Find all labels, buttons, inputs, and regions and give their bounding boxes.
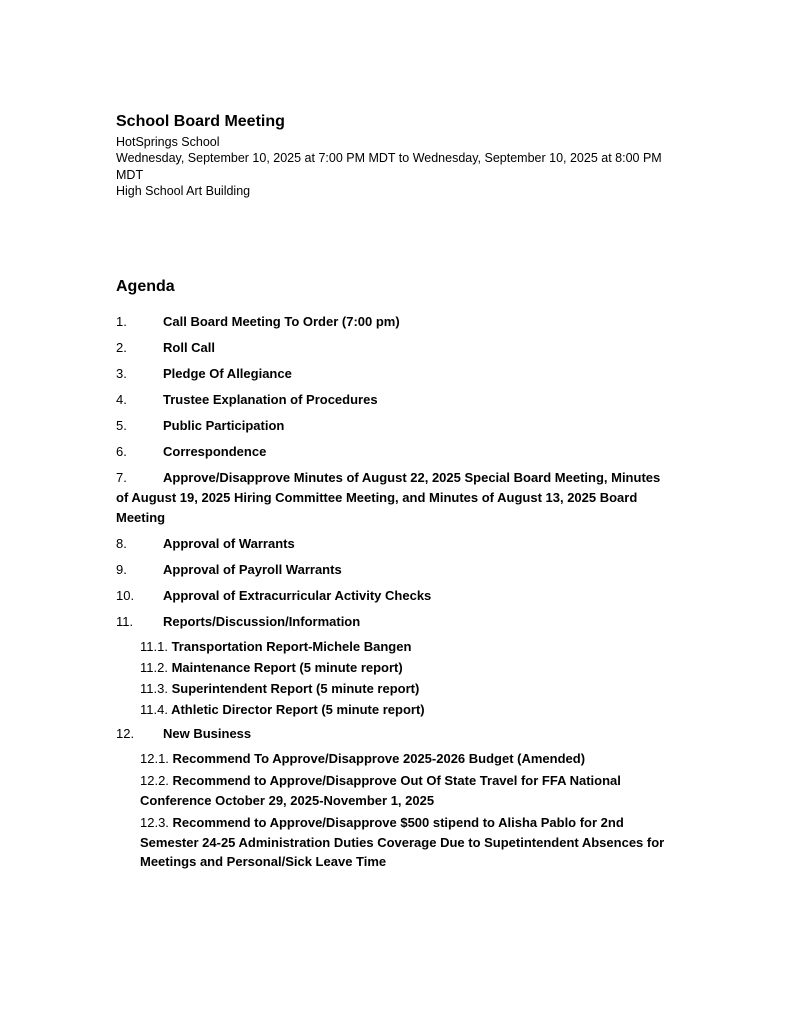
agenda-item [116, 468, 676, 528]
agenda-subitem-number: 11.2. [140, 660, 168, 676]
agenda-item-text: Trustee Explanation of Procedures [163, 392, 378, 408]
meeting-datetime: Wednesday, September 10, 2025 at 7:00 PM MDT to Wednesday, September 10, 2025 at 8:00 PM MDT [116, 151, 662, 182]
agenda-item-text: Pledge Of Allegiance [163, 366, 292, 382]
agenda-subitem-number: 11.3. [140, 681, 168, 697]
agenda-subitem [140, 749, 676, 769]
agenda-subitem-text: Recommend To Approve/Disapprove 2025-2026 Budget (Amended) [172, 750, 586, 766]
agenda-subitem-text: Transportation Report-Michele Bangen [171, 639, 412, 655]
agenda-item-text: Approval of Extracurricular Activity Checks [163, 588, 432, 604]
agenda-subitem [140, 637, 676, 657]
agenda-item-number: 10. [116, 588, 135, 604]
agenda-subitem-text: Athletic Director Report (5 minute report) [171, 702, 425, 718]
agenda-item-number: 4. [116, 392, 127, 408]
agenda-item [116, 338, 676, 358]
agenda-item-text: Approval of Payroll Warrants [163, 562, 342, 578]
agenda-item-number: 1. [116, 314, 127, 330]
agenda-item [116, 534, 676, 554]
agenda-item-number: 5. [116, 418, 127, 434]
agenda-subitem-number: 11.1. [140, 639, 168, 655]
agenda-item [116, 312, 676, 332]
agenda-item-number: 7. [116, 470, 127, 486]
agenda-subitem [140, 813, 676, 872]
agenda-subitem [140, 679, 676, 699]
agenda-item-number: 12. [116, 725, 135, 741]
agenda-item-number: 11. [116, 614, 134, 630]
agenda-item [116, 724, 676, 744]
agenda-subitem-text: Recommend to Approve/Disapprove Out Of State Travel for FFA National Conference October 29, 2025-November 1, 2025 [140, 773, 621, 808]
agenda-item [116, 390, 676, 410]
agenda-subitem-text: Maintenance Report (5 minute report) [171, 660, 403, 676]
agenda-subitem [140, 771, 676, 810]
agenda-item-number: 2. [116, 340, 127, 356]
agenda-item-text: Correspondence [163, 444, 267, 460]
agenda-subitem-number: 12.2. [140, 773, 169, 789]
agenda-item [116, 364, 676, 384]
agenda-item-number: 8. [116, 536, 127, 552]
agenda-item-text: Approve/Disapprove Minutes of August 22, 2025 Special Board Meeting, Minutes of August 19, 2025 Hiring Committee Meeting, and Minutes of August 13, 2025 Board Meeting [116, 470, 661, 526]
agenda-item-number: 6. [116, 444, 127, 460]
agenda-heading: Agenda [116, 278, 175, 296]
agenda-subitem-text: Recommend to Approve/Disapprove $500 stipend to Alisha Pablo for 2nd Semester 24-25 Administration Duties Coverage Due to Supetintendent Absences for Meetings and Personal/Sick Leave Time [140, 815, 665, 870]
agenda-subitems [116, 749, 676, 872]
organization: HotSprings School [116, 135, 220, 149]
agenda-item-text: Roll Call [163, 340, 216, 356]
agenda-item [116, 442, 676, 462]
agenda-subitem-number: 11.4. [140, 702, 168, 718]
agenda-item-text: New Business [163, 725, 252, 741]
agenda-subitems [116, 637, 676, 720]
agenda-item-number: 9. [116, 562, 127, 578]
agenda-item-text: Public Participation [163, 418, 285, 434]
agenda-list [116, 312, 676, 872]
agenda-subitem-number: 12.1. [140, 750, 169, 766]
agenda-item [116, 612, 676, 632]
agenda-item [116, 416, 676, 436]
agenda-subitem-text: Superintendent Report (5 minute report) [171, 681, 420, 697]
agenda-item-text: Approval of Warrants [163, 536, 295, 552]
agenda-item-number: 3. [116, 366, 127, 382]
meeting-title: School Board Meeting [116, 113, 285, 130]
meeting-location: High School Art Building [116, 183, 251, 198]
document-page [116, 112, 676, 876]
agenda-subitem-number: 12.3. [140, 815, 169, 831]
agenda-item-text: Call Board Meeting To Order (7:00 pm) [163, 314, 400, 330]
agenda-item [116, 586, 676, 606]
agenda-subitem [140, 658, 676, 678]
agenda-item [116, 560, 676, 580]
agenda-item-text: Reports/Discussion/Information [163, 614, 361, 630]
agenda-subitem [140, 700, 676, 720]
